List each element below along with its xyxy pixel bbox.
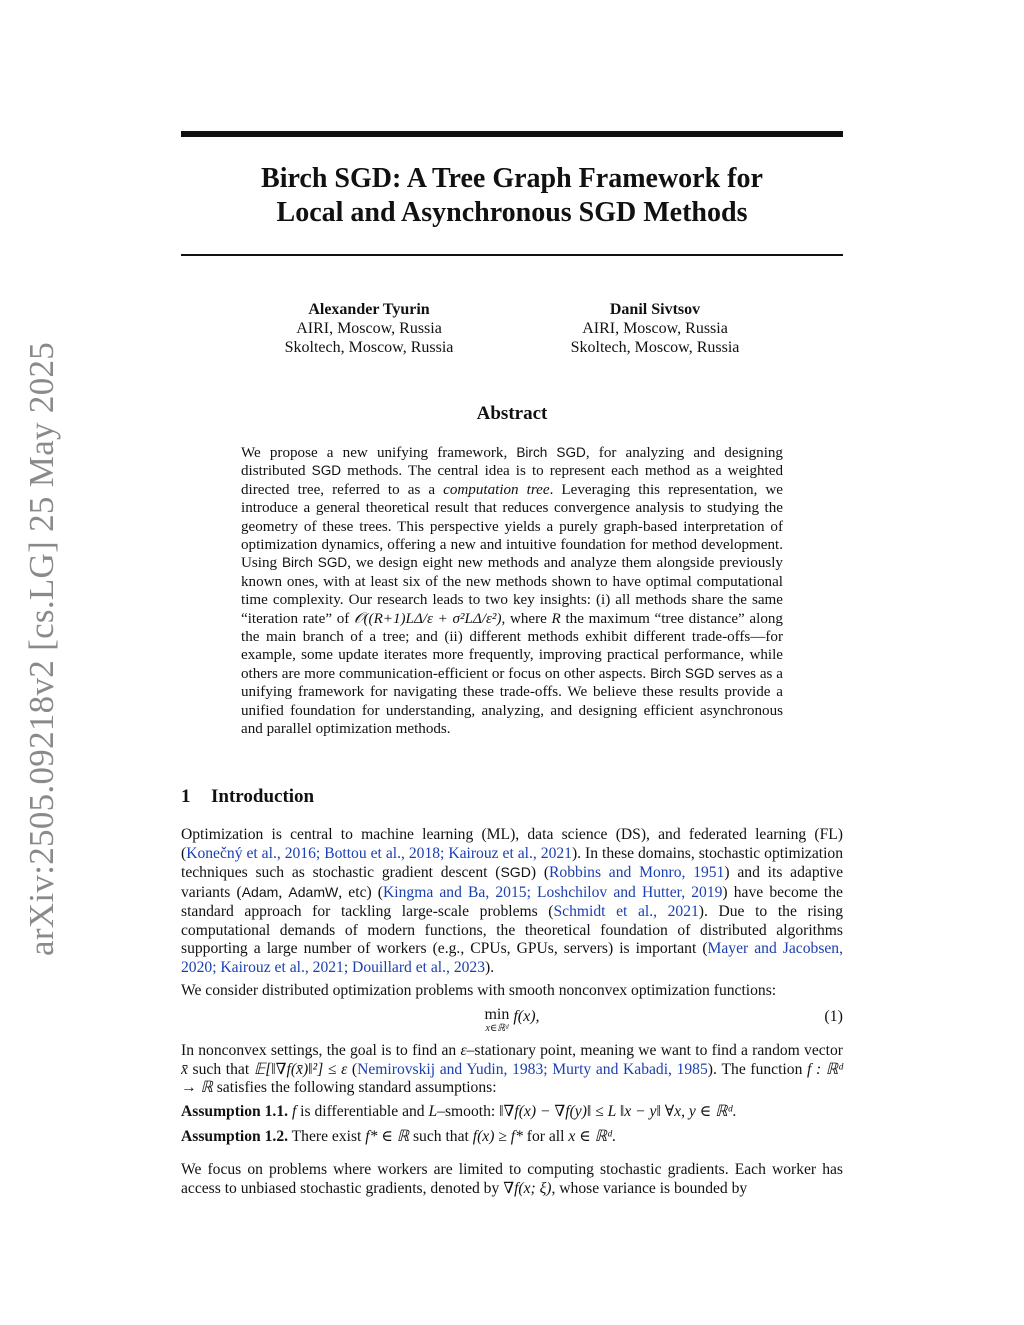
author-affiliation: AIRI, Moscow, Russia bbox=[296, 320, 442, 337]
arxiv-identifier: arXiv:2505.09218v2 [cs.LG] 25 May 2025 bbox=[22, 341, 61, 956]
paper-title bbox=[181, 162, 843, 230]
goal-paragraph: In nonconvex settings, the goal is to find an ε–stationary point, meaning we want to find a random vector x̄ such that 𝔼[‖∇f(x̄)‖²] ≤ ε (Nemirovskij and Yudin, 1983; Murty and Kabadi, 1985). The function f : ℝᵈ → ℝ satisfies the following standard assumptions: bbox=[181, 1042, 843, 1097]
citation-link[interactable]: Konečný et al., 2016; Bottou et al., 2018; Kairouz et al., 2021 bbox=[186, 844, 572, 862]
citation-link[interactable]: Robbins and Monro, 1951 bbox=[549, 864, 725, 882]
citation-link[interactable]: Mayer and Jacobsen, 2020; Kairouz et al., 2021; Douillard et al., 2023 bbox=[181, 940, 844, 976]
problem-statement-paragraph: We consider distributed optimization problems with smooth nonconvex optimization functions: bbox=[181, 982, 777, 999]
assumption-label: Assumption 1.1. bbox=[181, 1103, 289, 1120]
abstract-heading: Abstract bbox=[476, 403, 548, 424]
min-operator: min x∈ℝᵈ bbox=[484, 1006, 510, 1034]
stationarity-condition: 𝔼[‖∇f(x̄)‖²] ≤ ε bbox=[253, 1060, 348, 1078]
author-name: Alexander Tyurin bbox=[308, 301, 430, 318]
method-name: Birch SGD bbox=[516, 445, 586, 460]
title-line-1: Birch SGD: A Tree Graph Framework for bbox=[261, 163, 763, 194]
section-heading-introduction: 1 Introduction bbox=[181, 786, 315, 807]
title-bottom-rule bbox=[181, 254, 843, 256]
emphasis-term: computation tree bbox=[443, 481, 550, 498]
assumption-label: Assumption 1.2. bbox=[181, 1128, 289, 1145]
equation-1 bbox=[181, 1008, 843, 1036]
assumption-1-1: Assumption 1.1. f is differentiable and L–smooth: ‖∇f(x) − ∇f(y)‖ ≤ L ‖x − y‖ ∀x, y ∈ ℝᵈ. bbox=[181, 1103, 737, 1120]
abstract-body: We propose a new unifying framework, Birch SGD, for analyzing and designing distributed SGD methods. The central idea is to represent each method as a weighted directed tree, referred to as a computation tree. Leveraging this representation, we introduce a general theoretical result that reduces convergence analysis to studying the geometry of these trees. This perspective yields a purely graph-based interpretation of optimization dynamics, offering a new and intuitive foundation for method development. Using Birch SGD, we design eight new methods and analyze them alongside previously known ones, with at least six of the new methods shown to have optimal computational time complexity. Our research leads to two key insights: (i) all methods share the same “iteration rate” of 𝒪((R+1)LΔ/ε + σ²LΔ/ε²), where R the maximum “tree distance” along the main branch of a tree; and (ii) different methods exhibit different trade-offs—for example, some update iterates more frequently, improving practical performance, while others are more communication-efficient or focus on other aspects. Birch SGD serves as a unifying framework for navigating these trade-offs. We believe these results provide a unified foundation for understanding, analyzing, and designing efficient asynchronous and parallel optimization methods. bbox=[241, 445, 784, 738]
author-affiliation: AIRI, Moscow, Russia bbox=[582, 320, 728, 337]
title-line-2: Local and Asynchronous SGD Methods bbox=[276, 197, 748, 228]
author-block-2 bbox=[505, 300, 805, 357]
citation-link[interactable]: Nemirovskij and Yudin, 1983; Murty and Kabadi, 1985 bbox=[357, 1060, 708, 1078]
method-name: SGD bbox=[311, 463, 342, 479]
iteration-rate-formula: 𝒪((R+1)LΔ/ε + σ²LΔ/ε²) bbox=[354, 610, 502, 627]
citation-link[interactable]: Schmidt et al., 2021 bbox=[553, 902, 699, 920]
author-block-1 bbox=[219, 300, 519, 357]
equation-number: (1) bbox=[824, 1008, 843, 1025]
objective-function: f(x), bbox=[513, 1008, 540, 1025]
method-name: Birch SGD bbox=[650, 665, 715, 681]
stochastic-gradients-paragraph: We focus on problems where workers are limited to computing stochastic gradients. Each worker has access to unbiased stochastic gradients, denoted by ∇f(x; ξ), whose variance is bounded by bbox=[181, 1161, 843, 1197]
intro-paragraph: Optimization is central to machine learning (ML), data science (DS), and federated learning (FL) (Konečný et al., 2016; Bottou et al., 2018; Kairouz et al., 2021). In these domains, stochastic optimization techniques such as stochastic gradient descent (SGD) (Robbins and Monro, 1951) and its adaptive variants (Adam, AdamW, etc) (Kingma and Ba, 2015; Loshchilov and Hutter, 2019) have become the standard approach for tackling large-scale problems (Schmidt et al., 2021). Due to the rising computational demands of modern functions, the theoretical foundation of distributed algorithms supporting a large number of workers (e.g., CPUs, GPUs, servers) is important (Mayer and Jacobsen, 2020; Kairouz et al., 2021; Douillard et al., 2023). bbox=[181, 826, 844, 976]
assumption-1-2: Assumption 1.2. There exist f* ∈ ℝ such that f(x) ≥ f* for all x ∈ ℝᵈ. bbox=[181, 1128, 616, 1145]
author-affiliation: Skoltech, Moscow, Russia bbox=[570, 339, 740, 356]
title-top-rule bbox=[181, 131, 843, 137]
author-affiliation: Skoltech, Moscow, Russia bbox=[284, 339, 454, 356]
method-name: Birch SGD bbox=[281, 555, 348, 571]
author-name: Danil Sivtsov bbox=[609, 301, 701, 318]
smoothness-inequality: ‖∇f(x) − ∇f(y)‖ ≤ L ‖x − y‖ ∀x, y ∈ ℝᵈ bbox=[499, 1103, 733, 1120]
citation-link[interactable]: Kingma and Ba, 2015; Loshchilov and Hutter, 2019 bbox=[383, 884, 723, 902]
